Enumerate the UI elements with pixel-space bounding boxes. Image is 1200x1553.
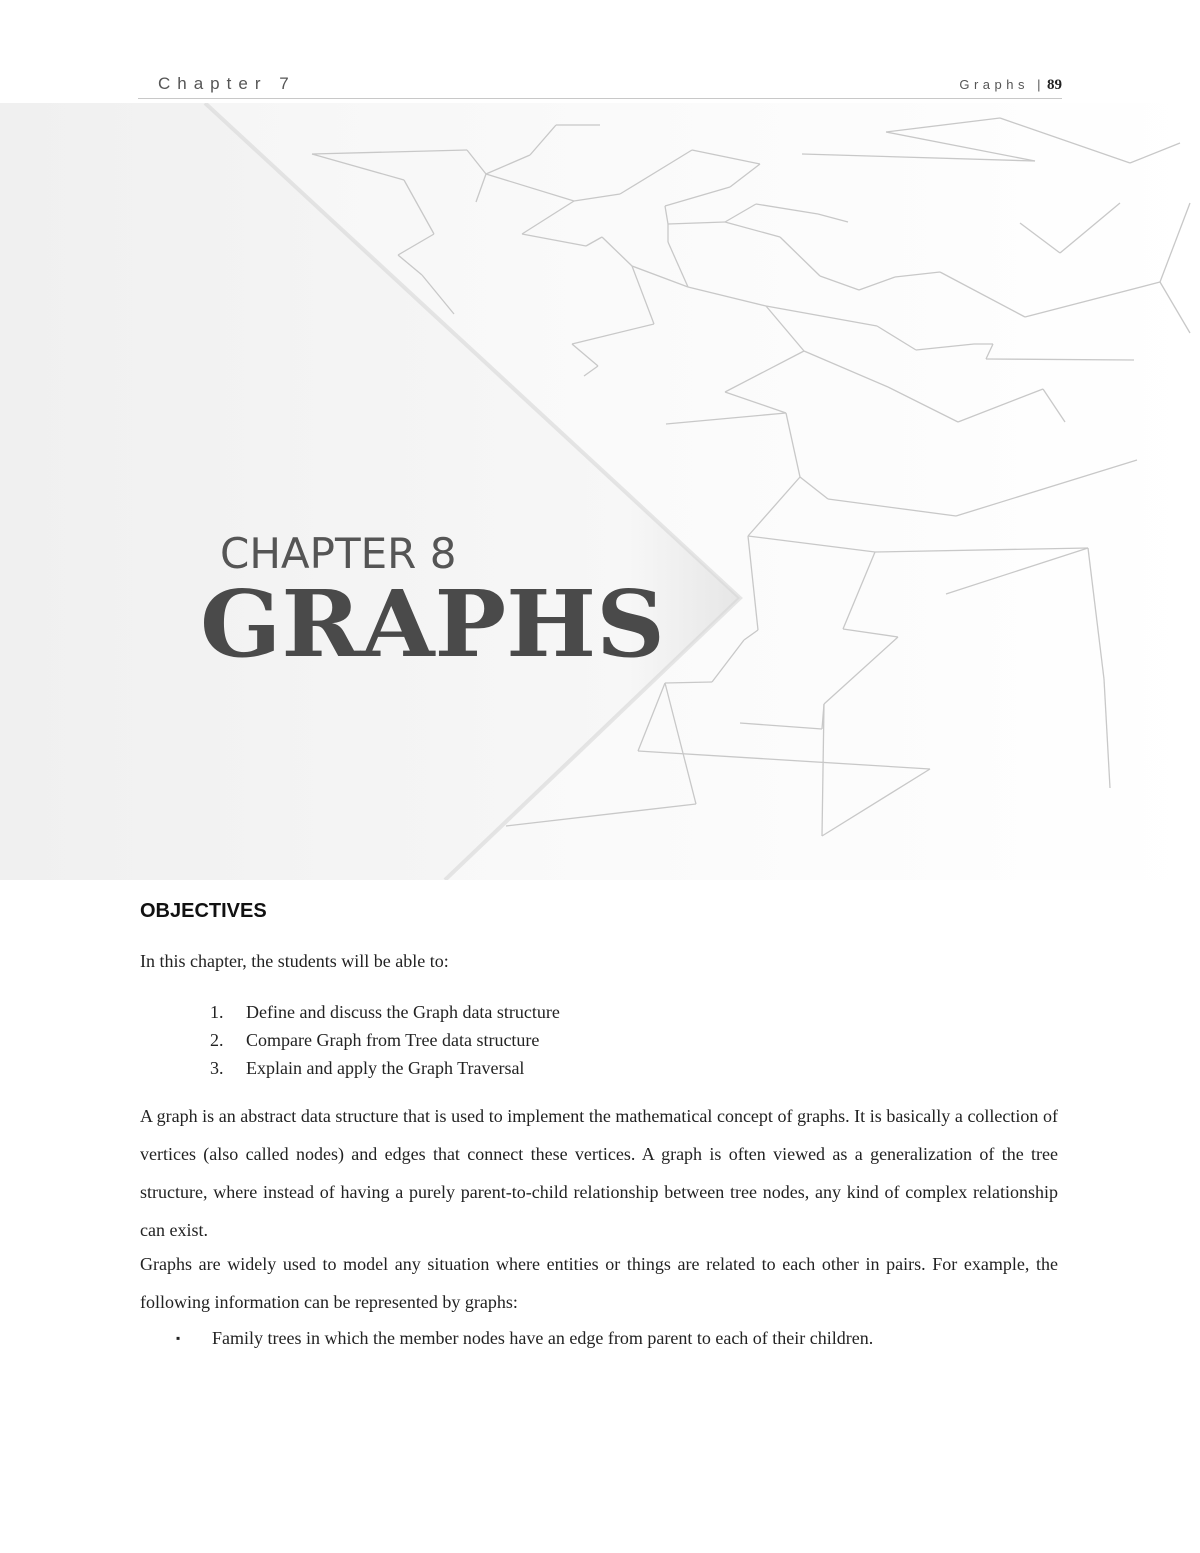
chapter-banner (0, 103, 1200, 880)
objective-text: Explain and apply the Graph Traversal (246, 1058, 525, 1078)
objective-item (210, 1054, 560, 1082)
objective-item (210, 998, 560, 1026)
body-paragraph-1: A graph is an abstract data structure that is used to implement the mathematical concept of graphs. It is basically a collection of vertices (also called nodes) and edges that connect these vertices. A graph is often viewed as a generalization of the tree structure, where instead of having a purely parent-to-child relationship between tree nodes, any kind of complex relationship can exist. (140, 1106, 1058, 1240)
banner-title: GRAPHS (200, 570, 665, 678)
banner-chapter-label: CHAPTER 8 (220, 529, 457, 578)
header-page-number: 89 (1047, 77, 1062, 93)
list-item (176, 1328, 873, 1349)
objective-number: 1. (210, 1002, 224, 1022)
objective-text: Compare Graph from Tree data structure (246, 1030, 540, 1050)
objective-item (210, 1026, 560, 1054)
objective-number: 3. (210, 1058, 224, 1078)
header-separator: | (1037, 77, 1045, 92)
running-header (138, 72, 1062, 99)
network-banner-graphic (0, 103, 1200, 880)
header-section-label: Graphs (959, 77, 1029, 92)
examples-list (176, 1328, 873, 1349)
objectives-heading: OBJECTIVES (140, 900, 267, 922)
objective-text: Define and discuss the Graph data structure (246, 1002, 560, 1022)
header-section (959, 77, 1062, 94)
header-chapter-label: Chapter 7 (158, 74, 296, 93)
objective-number: 2. (210, 1030, 224, 1050)
list-item-text: Family trees in which the member nodes have an edge from parent to each of their children. (212, 1328, 874, 1348)
objectives-list (210, 998, 560, 1082)
objectives-intro: In this chapter, the students will be able to: (140, 951, 449, 971)
square-bullet-icon: ▪ (176, 1331, 181, 1345)
body-paragraph-2: Graphs are widely used to model any situation where entities or things are related to each other in pairs. For example, the following information can be represented by graphs: (140, 1254, 1058, 1312)
